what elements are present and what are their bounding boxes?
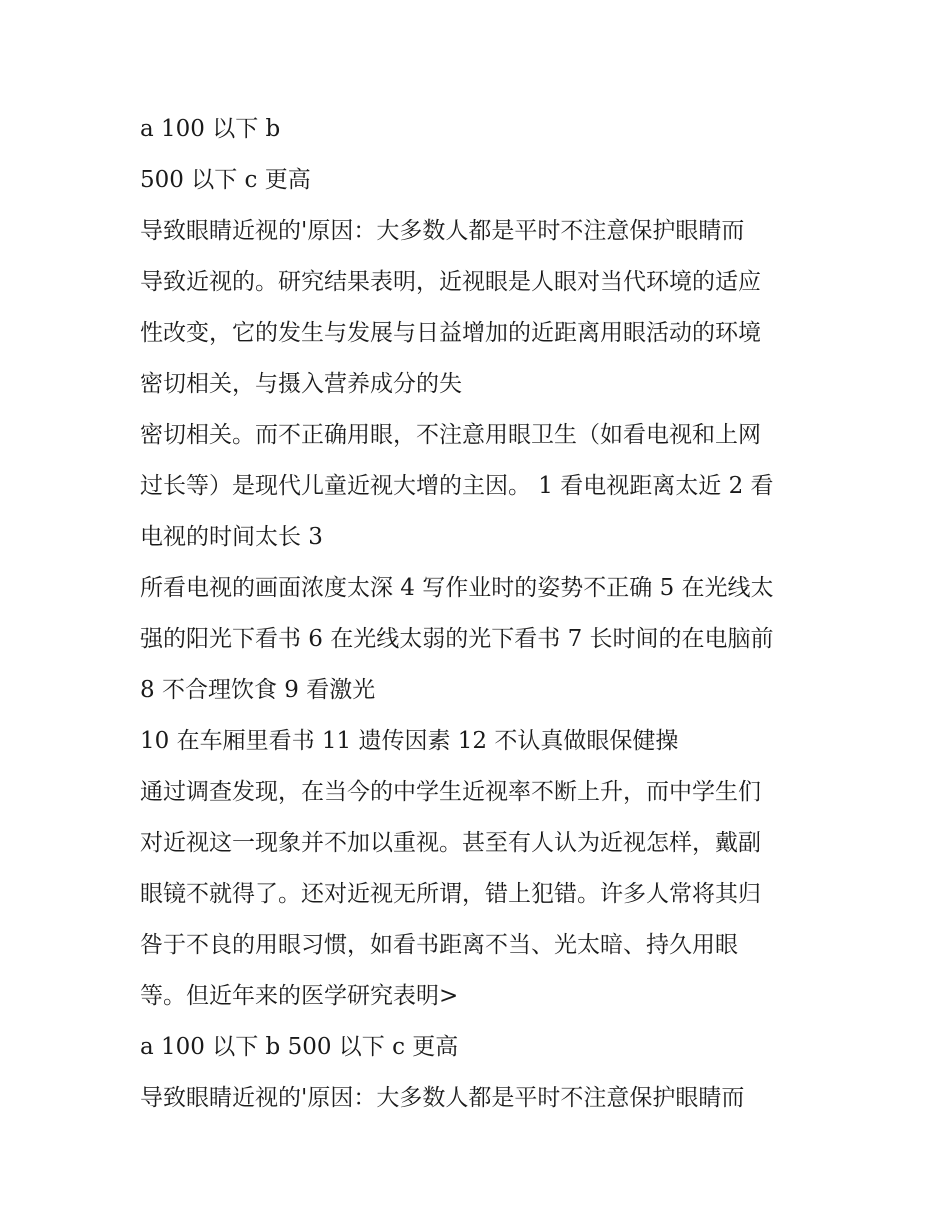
text-line-5: 性改变，它的发生与发展与日益增加的近距离用眼活动的环境 bbox=[140, 320, 761, 346]
text-line-10: 所看电视的画面浓度太深 4 写作业时的姿势不正确 5 在光线太 bbox=[140, 575, 774, 601]
text-line-8: 过长等）是现代儿童近视大增的主因。 1 看电视距离太近 2 看 bbox=[140, 473, 774, 499]
text-line-17: 咎于不良的用眼习惯，如看书距离不当、光太暗、持久用眼 bbox=[140, 932, 738, 958]
text-line-2: 500 以下 c 更高 bbox=[140, 167, 311, 193]
text-line-15: 对近视这一现象并不加以重视。甚至有人认为近视怎样，戴副 bbox=[140, 830, 761, 856]
text-line-16: 眼镜不就得了。还对近视无所谓，错上犯错。许多人常将其归 bbox=[140, 881, 761, 907]
text-line-9: 电视的时间太长 3 bbox=[140, 524, 323, 550]
text-line-12: 8 不合理饮食 9 看激光 bbox=[140, 677, 376, 703]
text-line-1: a 100 以下 b bbox=[140, 116, 281, 142]
document-body bbox=[140, 104, 830, 1124]
text-line-11: 强的阳光下看书 6 在光线太弱的光下看书 7 长时间的在电脑前 bbox=[140, 626, 774, 652]
text-line-3: 导致眼睛近视的'原因：大多数人都是平时不注意保护眼睛而 bbox=[140, 218, 745, 244]
text-line-19: a 100 以下 b 500 以下 c 更高 bbox=[140, 1034, 459, 1060]
text-line-13: 10 在车厢里看书 11 遗传因素 12 不认真做眼保健操 bbox=[140, 728, 679, 754]
text-line-18: 等。但近年来的医学研究表明> bbox=[140, 983, 459, 1009]
text-line-14: 通过调查发现，在当今的中学生近视率不断上升，而中学生们 bbox=[140, 779, 761, 805]
text-line-6: 密切相关，与摄入营养成分的失 bbox=[140, 371, 462, 397]
text-line-4: 导致近视的。研究结果表明，近视眼是人眼对当代环境的适应 bbox=[140, 269, 761, 295]
text-line-7: 密切相关。而不正确用眼，不注意用眼卫生（如看电视和上网 bbox=[140, 422, 761, 448]
text-line-20: 导致眼睛近视的'原因：大多数人都是平时不注意保护眼睛而 bbox=[140, 1085, 745, 1111]
